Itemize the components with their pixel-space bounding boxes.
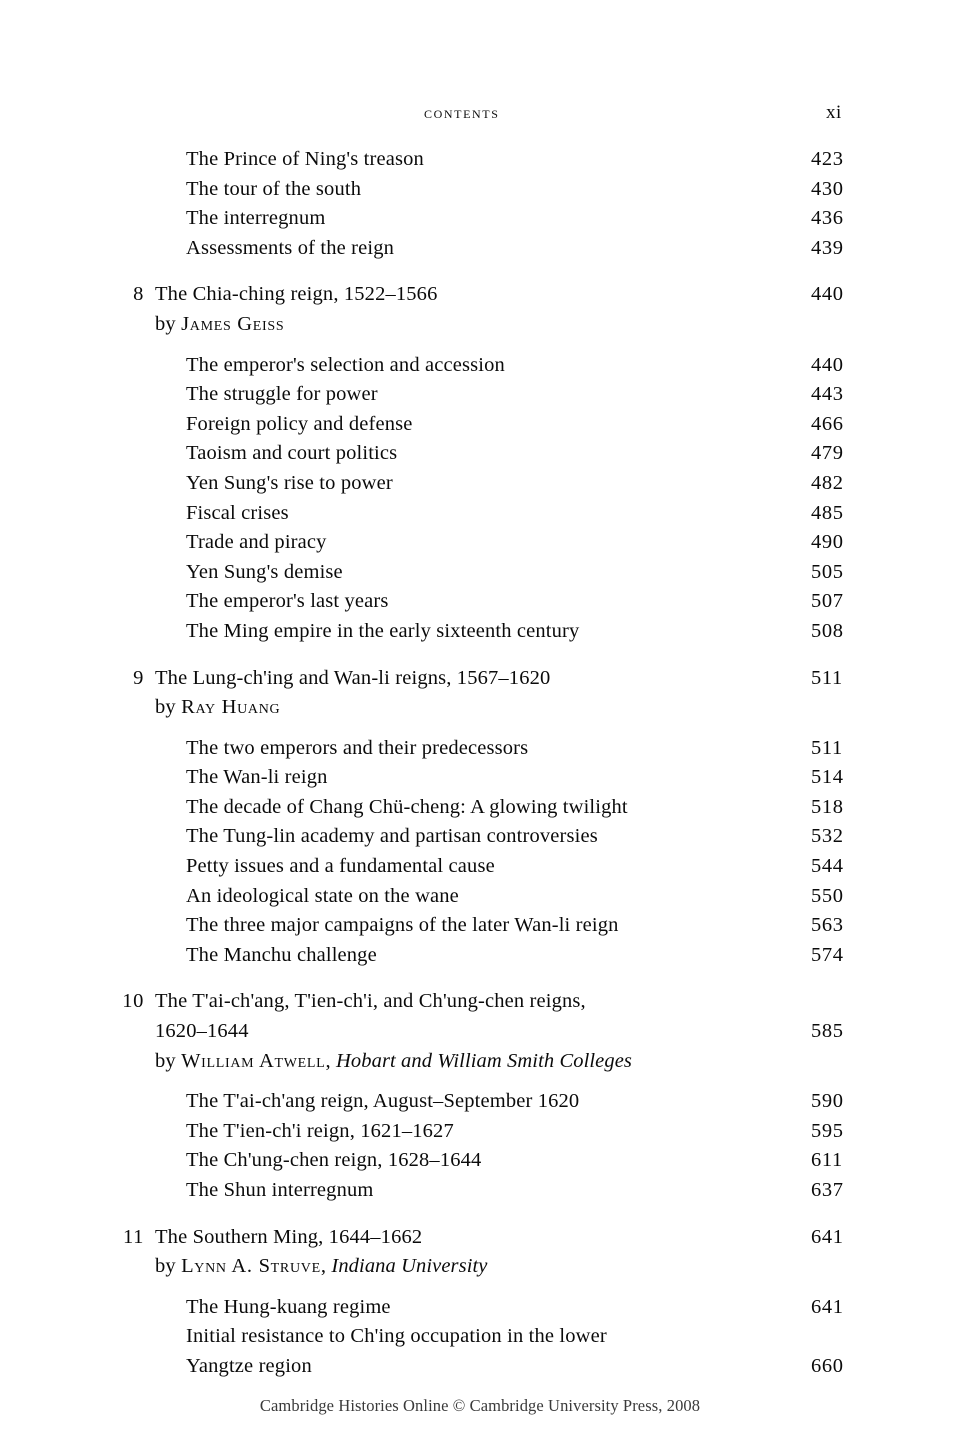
page-number[interactable]: 440 — [811, 353, 844, 376]
toc-section-row — [0, 178, 960, 208]
page-number[interactable]: 439 — [811, 236, 844, 259]
section-title[interactable]: The emperor's selection and accession — [186, 353, 505, 376]
toc-section-row — [0, 855, 960, 885]
chapter-title[interactable]: The Lung-ch'ing and Wan-li reigns, 1567–1620 — [155, 666, 551, 689]
page-number[interactable]: 507 — [811, 590, 844, 613]
byline-separator: , — [325, 1049, 336, 1072]
toc-section-row — [0, 531, 960, 561]
block-spacer — [0, 650, 960, 667]
toc-section-row — [0, 620, 960, 650]
page-number[interactable]: 637 — [811, 1179, 844, 1201]
byline-prefix: by — [155, 1049, 182, 1072]
chapter-title[interactable]: The Chia-ching reign, 1522–1566 — [155, 283, 438, 306]
toc-section-row — [0, 207, 960, 237]
byline-prefix: by — [155, 1255, 182, 1278]
chapter-byline — [155, 1255, 488, 1278]
toc-chapter-continuation-row — [0, 1020, 960, 1050]
section-title[interactable]: Foreign policy and defense — [186, 412, 413, 435]
section-title[interactable]: The Wan-li reign — [186, 766, 328, 789]
block-spacer — [0, 343, 960, 354]
section-title[interactable]: The Shun interregnum — [186, 1179, 374, 1201]
section-title[interactable]: The Prince of Ning's treason — [186, 148, 424, 170]
toc-byline-row — [0, 1255, 960, 1285]
page-number[interactable]: 485 — [811, 501, 844, 524]
byline-prefix: by — [155, 312, 182, 335]
page-number[interactable]: 660 — [811, 1354, 844, 1377]
toc-chapter-row — [0, 283, 960, 313]
toc-section-row — [0, 766, 960, 796]
running-head — [0, 103, 960, 127]
toc-chapter-row — [0, 1226, 960, 1256]
page-number[interactable]: 511 — [811, 736, 843, 759]
chapter-byline — [155, 313, 284, 336]
toc-byline-row — [0, 313, 960, 343]
section-title[interactable]: Initial resistance to Ch'ing occupation in the lower — [186, 1325, 607, 1348]
section-title[interactable]: Yen Sung's rise to power — [186, 471, 393, 494]
page-number[interactable]: 641 — [811, 1225, 844, 1248]
section-title[interactable]: The tour of the south — [186, 177, 362, 200]
section-title[interactable]: Fiscal crises — [186, 501, 289, 524]
page-number[interactable]: 611 — [811, 1149, 843, 1172]
page-number[interactable]: 511 — [811, 666, 843, 689]
toc-byline-row — [0, 1050, 960, 1080]
section-title[interactable]: The three major campaigns of the later Wan-li reign — [186, 914, 619, 937]
page-number[interactable]: 641 — [811, 1295, 844, 1318]
page-number[interactable]: 563 — [811, 914, 844, 937]
section-title[interactable]: The Hung-kuang regime — [186, 1295, 391, 1318]
page-number[interactable]: 505 — [811, 560, 844, 583]
section-title[interactable]: The Ming empire in the early sixteenth century — [186, 619, 580, 642]
section-title[interactable]: Petty issues and a fundamental cause — [186, 855, 495, 878]
toc-section-row — [0, 148, 960, 178]
toc-section-row — [0, 944, 960, 974]
page-number[interactable]: 479 — [811, 442, 844, 465]
page-number[interactable]: 518 — [811, 795, 844, 818]
toc-section-row — [0, 383, 960, 413]
chapter-title-continuation[interactable]: 1620–1644 — [155, 1020, 249, 1043]
toc-section-row — [0, 590, 960, 620]
page-number[interactable]: 532 — [811, 825, 844, 848]
section-title[interactable]: Taoism and court politics — [186, 442, 398, 465]
page-number[interactable]: 430 — [811, 177, 844, 200]
block-spacer — [0, 973, 960, 990]
chapter-number: 9 — [133, 666, 144, 689]
block-spacer — [0, 1209, 960, 1226]
toc-section-row — [0, 914, 960, 944]
section-title[interactable]: The interregnum — [186, 207, 326, 230]
section-title[interactable]: An ideological state on the wane — [186, 884, 459, 907]
toc-section-row — [0, 737, 960, 767]
toc-section-row — [0, 1120, 960, 1150]
toc-section-row — [0, 413, 960, 443]
toc-section-row — [0, 472, 960, 502]
page-number[interactable]: 443 — [811, 383, 844, 406]
section-title[interactable]: The Ch'ung-chen reign, 1628–1644 — [186, 1149, 482, 1172]
toc-section-row — [0, 237, 960, 267]
author-name: Lynn A. Struve — [181, 1255, 321, 1278]
page-number[interactable]: 550 — [811, 884, 844, 907]
toc-section-row — [0, 1179, 960, 1209]
toc-section-row — [0, 796, 960, 826]
section-title[interactable]: The struggle for power — [186, 383, 378, 406]
block-spacer — [0, 1079, 960, 1090]
page-number[interactable]: 514 — [811, 766, 844, 789]
toc-section-row — [0, 354, 960, 384]
toc-section-row — [0, 885, 960, 915]
page-number[interactable]: 436 — [811, 207, 844, 230]
author-affiliation: Hobart and William Smith Colleges — [336, 1049, 632, 1072]
section-title[interactable]: The emperor's last years — [186, 590, 389, 613]
running-head-folio: xi — [826, 102, 842, 123]
running-head-title: contents — [424, 103, 500, 122]
section-title[interactable]: The T'ien-ch'i reign, 1621–1627 — [186, 1119, 454, 1142]
section-title[interactable]: The T'ai-ch'ang reign, August–September 1620 — [186, 1090, 580, 1113]
toc-section-row — [0, 1296, 960, 1326]
toc-section-row — [0, 1090, 960, 1120]
author-affiliation: Indiana University — [331, 1255, 488, 1278]
chapter-number: 10 — [122, 990, 144, 1013]
section-title[interactable]: Yen Sung's demise — [186, 560, 343, 583]
section-title[interactable]: The Manchu challenge — [186, 943, 377, 966]
section-title[interactable]: Yangtze region — [186, 1354, 312, 1377]
page-number[interactable]: 440 — [811, 283, 844, 306]
page-number[interactable]: 590 — [811, 1090, 844, 1113]
page-number[interactable]: 490 — [811, 531, 844, 554]
page-footer: Cambridge Histories Online © Cambridge University Press, 2008 — [259, 1396, 701, 1415]
chapter-number: 11 — [123, 1225, 144, 1248]
page-number[interactable]: 585 — [811, 1020, 844, 1043]
page-number[interactable]: 544 — [811, 855, 844, 878]
toc-chapter-row — [0, 667, 960, 697]
toc-chapter-row — [0, 990, 960, 1020]
toc-section-row — [0, 561, 960, 591]
page-number[interactable]: 482 — [811, 471, 844, 494]
table-of-contents-list — [0, 148, 960, 1385]
toc-section-row — [0, 442, 960, 472]
toc-byline-row — [0, 696, 960, 726]
toc-section-row — [0, 825, 960, 855]
page-number[interactable]: 466 — [811, 412, 844, 435]
chapter-byline — [155, 1050, 632, 1073]
author-name: Ray Huang — [181, 696, 281, 719]
section-title[interactable]: The decade of Chang Chü-cheng: A glowing twilight — [186, 795, 628, 818]
block-spacer — [0, 726, 960, 737]
byline-separator: , — [320, 1255, 332, 1278]
toc-section-row — [0, 1149, 960, 1179]
page-number[interactable]: 574 — [811, 943, 844, 966]
chapter-title[interactable]: The T'ai-ch'ang, T'ien-ch'i, and Ch'ung-chen reigns, — [155, 990, 586, 1013]
toc-section-row — [0, 502, 960, 532]
block-spacer — [0, 266, 960, 283]
chapter-title[interactable]: The Southern Ming, 1644–1662 — [155, 1225, 423, 1248]
author-name: William Atwell — [181, 1049, 326, 1072]
page-number[interactable]: 423 — [811, 148, 844, 170]
toc-section-row — [0, 1325, 960, 1355]
chapter-number: 8 — [133, 283, 144, 306]
section-title[interactable]: Assessments of the reign — [186, 236, 394, 259]
byline-prefix: by — [155, 696, 182, 719]
section-title[interactable]: The two emperors and their predecessors — [186, 736, 529, 759]
author-name: James Geiss — [181, 312, 285, 335]
block-spacer — [0, 1285, 960, 1296]
section-title[interactable]: The Tung-lin academy and partisan controversies — [186, 825, 598, 848]
page-number[interactable]: 595 — [811, 1119, 844, 1142]
section-title[interactable]: Trade and piracy — [186, 531, 327, 554]
page-number[interactable]: 508 — [811, 619, 844, 642]
chapter-byline — [155, 696, 280, 719]
toc-section-row — [0, 1355, 960, 1385]
